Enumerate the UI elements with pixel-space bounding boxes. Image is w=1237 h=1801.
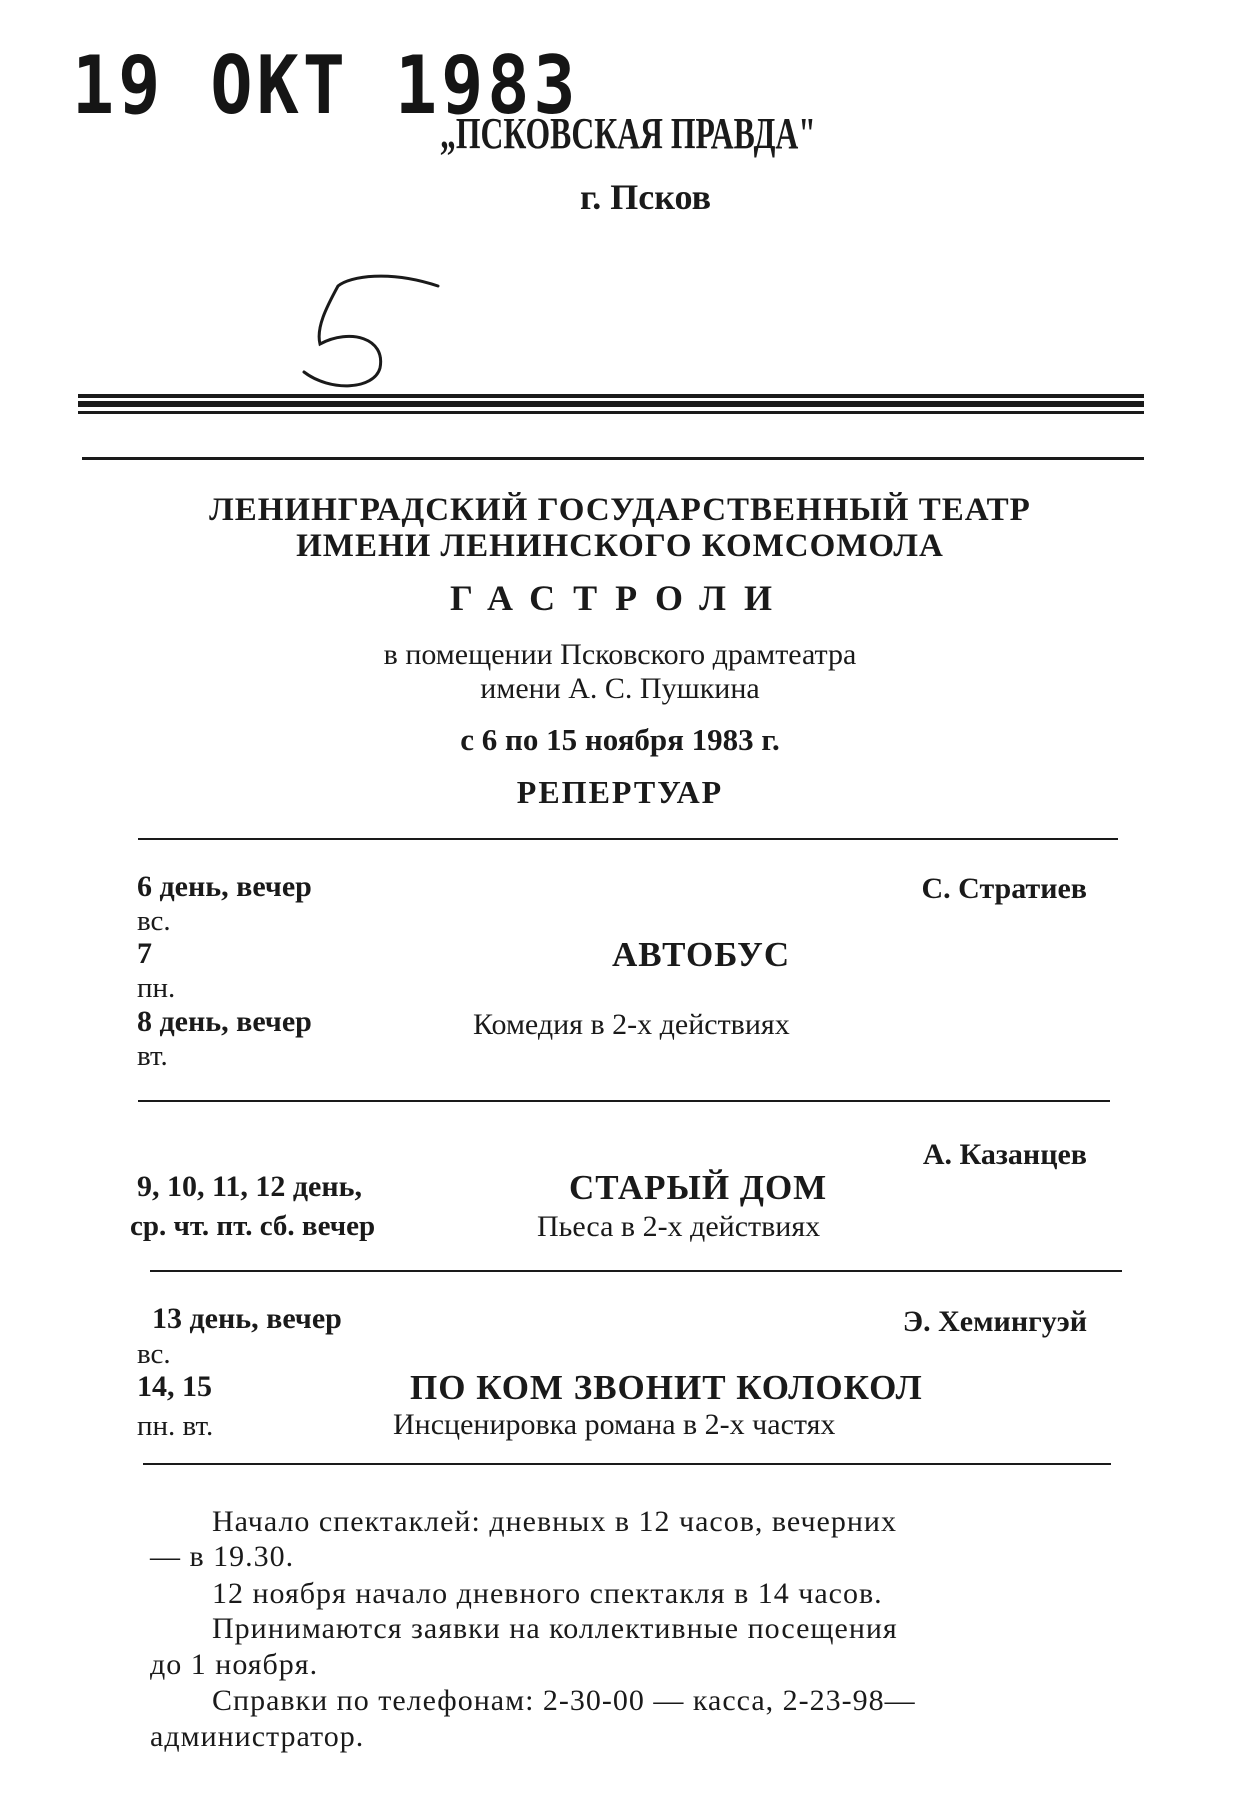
schedule-line: 14, 15 bbox=[137, 1370, 212, 1403]
play-author: С. Стратиев bbox=[921, 872, 1087, 905]
schedule-weekday: ср. чт. пт. сб. вечер bbox=[130, 1210, 376, 1242]
play-author: Э. Хемингуэй bbox=[902, 1305, 1087, 1338]
section-rule bbox=[138, 1100, 1110, 1102]
play-author: А. Казанцев bbox=[922, 1138, 1087, 1171]
top-border-rule bbox=[78, 411, 1144, 414]
theatre-name-line2: ИМЕНИ ЛЕНИНСКОГО КОМСОМОЛА bbox=[296, 528, 944, 564]
play-genre: Пьеса в 2-х действиях bbox=[537, 1210, 821, 1243]
schedule-weekday: вс. bbox=[137, 905, 171, 937]
venue-line1: в помещении Псковского драмтеатра bbox=[383, 638, 857, 671]
play-genre: Инсценировка романа в 2-х частях bbox=[393, 1408, 836, 1441]
section-rule bbox=[150, 1270, 1122, 1272]
section-rule bbox=[143, 1463, 1111, 1465]
footer-start-times-cont: — в 19.30. bbox=[150, 1540, 295, 1573]
schedule-weekday: вт. bbox=[137, 1040, 168, 1072]
schedule-weekday: пн. bbox=[137, 972, 176, 1004]
handwritten-number-mark bbox=[290, 268, 450, 398]
top-border-rule bbox=[78, 394, 1144, 398]
schedule-line: 6 день, вечер bbox=[137, 870, 312, 903]
footer-start-times: Начало спектаклей: дневных в 12 часов, вечерних bbox=[212, 1505, 897, 1538]
venue-line2: имени А. С. Пушкина bbox=[480, 672, 760, 705]
footer-nov12-note: 12 ноября начало дневного спектакля в 14 часов. bbox=[212, 1577, 883, 1610]
play-title: СТАРЫЙ ДОМ bbox=[569, 1168, 828, 1207]
tour-dates: с 6 по 15 ноября 1983 г. bbox=[460, 722, 780, 757]
footer-phones-cont: администратор. bbox=[150, 1720, 365, 1753]
tour-heading: ГАСТРОЛИ bbox=[449, 578, 790, 618]
footer-group-requests: Принимаются заявки на коллективные посещения bbox=[212, 1612, 898, 1645]
stamp-newspaper: „ПСКОВСКАЯ ПРАВДА" bbox=[440, 109, 816, 158]
header-rule bbox=[82, 457, 1144, 460]
section-rule bbox=[138, 838, 1118, 840]
schedule-weekday: вс. bbox=[137, 1338, 171, 1370]
schedule-line: 8 день, вечер bbox=[137, 1005, 312, 1038]
play-title: АВТОБУС bbox=[612, 935, 791, 974]
repertoire-heading: РЕПЕРТУАР bbox=[516, 774, 724, 810]
footer-phones: Справки по телефонам: 2-30-00 — касса, 2-23-98— bbox=[212, 1684, 916, 1717]
footer-group-requests-cont: до 1 ноября. bbox=[150, 1648, 319, 1681]
schedule-line: 9, 10, 11, 12 день, bbox=[137, 1170, 362, 1203]
top-border-rule bbox=[78, 401, 1144, 407]
schedule-line: 7 bbox=[137, 937, 152, 970]
stamp-date: 19 ОКТ 1983 bbox=[72, 38, 580, 133]
stamp-city: г. Псков bbox=[580, 177, 712, 217]
theatre-name-line1: ЛЕНИНГРАДСКИЙ ГОСУДАРСТВЕННЫЙ ТЕАТР bbox=[209, 492, 1031, 528]
schedule-weekday: пн. вт. bbox=[137, 1410, 214, 1442]
play-genre: Комедия в 2-х действиях bbox=[473, 1008, 790, 1041]
schedule-line: 13 день, вечер bbox=[152, 1302, 342, 1335]
play-title: ПО КОМ ЗВОНИТ КОЛОКОЛ bbox=[410, 1368, 923, 1407]
